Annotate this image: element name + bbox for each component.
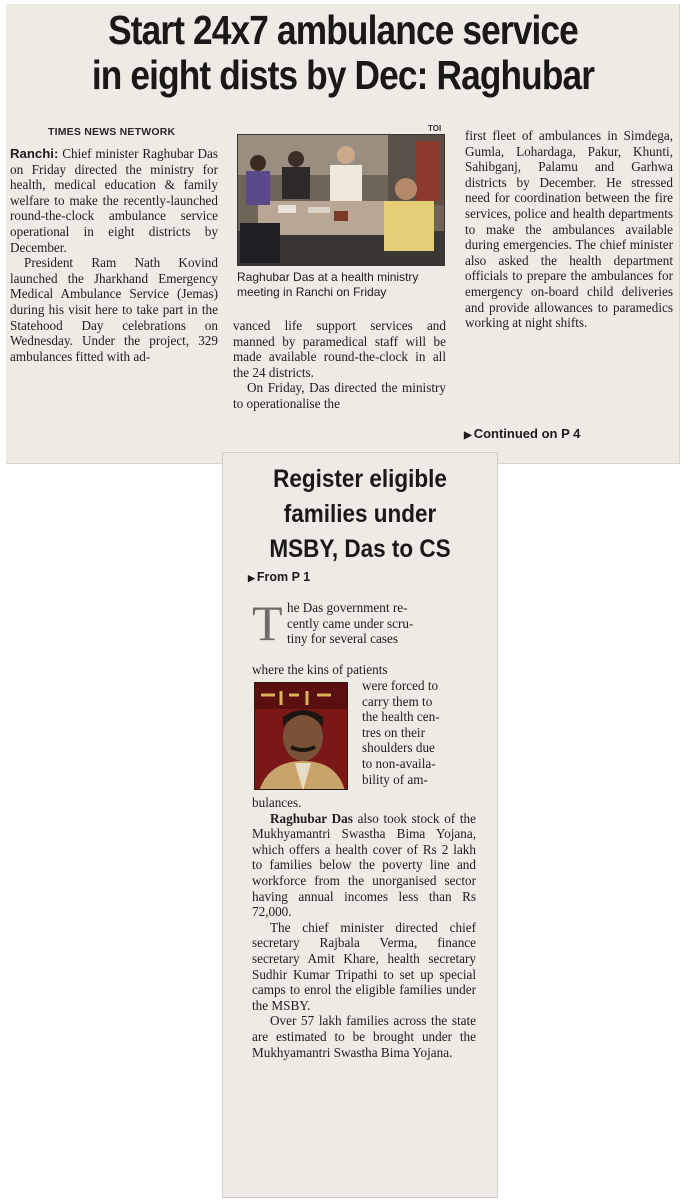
text-line: tres on their bbox=[362, 724, 425, 740]
story2-para2-lead: Raghubar Das bbox=[270, 810, 353, 826]
text-line: to non-availa- bbox=[362, 755, 436, 771]
story1-col2-para2: On Friday, Das directed the ministry to operationalise the bbox=[233, 380, 446, 411]
meeting-photo-image bbox=[238, 135, 445, 266]
dateline: Ranchi: bbox=[10, 146, 59, 161]
story2-para2-text: also took stock of the Mukhyamantri Swastha Bima Yojana, which offers a health cover of Rs 2 lakh to families below the poverty line and workforce from the unorganised sector having annual incomes less than Rs 72,000. bbox=[252, 810, 476, 920]
text-line: were forced to bbox=[362, 678, 439, 693]
text-line: carry them to bbox=[362, 693, 433, 709]
byline: TIMES NEWS NETWORK bbox=[48, 126, 176, 138]
drop-cap: T bbox=[252, 595, 283, 651]
story2-headline bbox=[245, 462, 475, 567]
continued-text: Continued on P 4 bbox=[473, 426, 581, 441]
story1-col1-para1-text: Chief minister Raghubar Das on Friday directed the ministry for health, medical education & family welfare to make the recently-launched round-the-clock ambulance service operational in eight districts by December. bbox=[10, 146, 218, 255]
story1-column-2 bbox=[233, 318, 446, 412]
text-line: the health cen- bbox=[362, 709, 440, 725]
photo-credit: TOI bbox=[428, 124, 442, 133]
story2-para2 bbox=[252, 811, 476, 920]
story1-col1-para1 bbox=[10, 146, 218, 255]
text-line: bility of am- bbox=[362, 771, 428, 787]
story2-body bbox=[252, 795, 476, 1060]
story1-headline-line1: Start 24x7 ambulance service bbox=[108, 7, 578, 53]
arrow-right-icon: ▶ bbox=[248, 573, 255, 583]
story1-column-1 bbox=[10, 146, 218, 364]
story1-headline-line2: in eight dists by Dec: Raghubar bbox=[91, 52, 595, 98]
from-text: From P 1 bbox=[256, 570, 311, 584]
arrow-right-icon: ▶ bbox=[464, 430, 472, 441]
portrait-photo-image bbox=[255, 683, 348, 790]
story2-headline-line2: families under bbox=[283, 500, 437, 528]
meeting-photo bbox=[237, 134, 445, 266]
text-line: cently came under scru- bbox=[287, 615, 414, 631]
story2-intro-lines bbox=[287, 600, 477, 647]
story2-para3: The chief minister directed chief secretary Rajbala Verma, finance secretary Amit Khare, health secretary Sudhir Kumar Tripathi to set up special camps to enrol the eligible families under the MSBY. bbox=[252, 919, 476, 1013]
story2-full-line bbox=[252, 662, 474, 678]
from-page-label bbox=[248, 570, 310, 584]
story1-col3-para1: first fleet of ambulances in Simdega, Gumla, Lohardaga, Pakur, Khunti, Sahibganj, Palamu and Garhwa districts by December. He stressed need for coordination between the fire services, police and health departments to make the ambulances available during emergencies. The chief minister also asked the health department officials to prepare the ambulances for emergency on-board child deliveries and provide allowances to paramedics working at night shifts. bbox=[465, 128, 673, 331]
story1-headline bbox=[60, 8, 626, 98]
story1-col1-para2: President Ram Nath Kovind launched the Jharkhand Emergency Medical Ambulance Service (Jemas) during his visit here to take part in the Statehood Day celebrations on Wednesday. Under the project, 329 ambulances fitted with ad- bbox=[10, 255, 218, 364]
text-line: shoulders due bbox=[362, 740, 435, 756]
text-line: where the kins of patients bbox=[252, 662, 388, 677]
story1-col2-para1: vanced life support services and manned by paramedical staff will be made available round-the-clock in all the 24 districts. bbox=[233, 318, 446, 380]
photo-caption: Raghubar Das at a health ministry meeting in Ranchi on Friday bbox=[237, 270, 419, 299]
story2-headline-line1: Register eligible bbox=[273, 465, 447, 493]
text-line: he Das government re- bbox=[287, 600, 408, 615]
text-line: tiny for several cases bbox=[287, 631, 398, 647]
story2-para1-end: bulances. bbox=[252, 795, 302, 810]
portrait-photo bbox=[254, 682, 348, 790]
story1-column-3 bbox=[465, 128, 673, 331]
story2-headline-line3: MSBY, Das to CS bbox=[269, 535, 451, 563]
continued-link bbox=[464, 426, 580, 441]
story2-wrapped-lines bbox=[362, 678, 474, 787]
story2-para4: Over 57 lakh families across the state are estimated to be brought under the Mukhyamantri Swastha Bima Yojana. bbox=[252, 1013, 476, 1060]
